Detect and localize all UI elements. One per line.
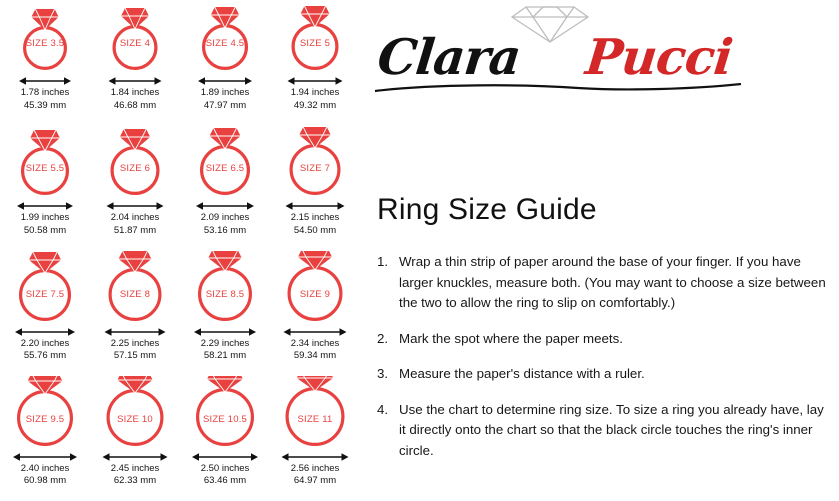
measure-mm: 54.50 mm: [293, 224, 337, 236]
diameter-arrow: [270, 199, 360, 211]
step-number: 1.: [377, 254, 389, 269]
measure-inches: 2.20 inches: [20, 337, 70, 349]
measure-mm: 62.33 mm: [113, 475, 157, 487]
measure-mm: 50.58 mm: [23, 224, 67, 236]
page-title: Ring Size Guide: [377, 193, 597, 226]
measure-mm: 47.97 mm: [203, 99, 247, 111]
list-item: [377, 400, 829, 462]
ring-size-label: SIZE 10.5: [202, 413, 248, 425]
diameter-arrow: [180, 74, 270, 86]
step-text: Mark the spot where the paper meets.: [399, 330, 623, 346]
diameter-arrow: [90, 74, 180, 86]
diameter-arrow: [90, 199, 180, 211]
measure-inches: 2.45 inches: [110, 462, 160, 474]
measure-mm: 45.39 mm: [23, 99, 67, 111]
diameter-arrow: [180, 199, 270, 211]
ring-illustration: [90, 376, 180, 450]
chart-cell: [90, 376, 180, 501]
ring-size-label: SIZE 5.5: [25, 163, 65, 175]
ring-illustration: [180, 0, 270, 74]
brand-logo: [367, 0, 839, 108]
chart-cell: [0, 125, 90, 250]
ring-illustration: [0, 125, 90, 199]
chart-cell: [0, 0, 90, 125]
ring-size-chart: [0, 0, 360, 501]
measure-mm: 57.15 mm: [113, 350, 157, 361]
ring-illustration: [90, 0, 180, 74]
brand-name-first: Clara: [374, 28, 523, 86]
measure-mm: 59.34 mm: [293, 350, 337, 361]
chart-cell: [180, 0, 270, 125]
measure-mm: 53.16 mm: [203, 224, 247, 236]
diameter-arrow: [0, 74, 90, 86]
instruction-list: [377, 252, 829, 476]
step-text: Wrap a thin strip of paper around the base of your finger. If you have larger knuckles, measure both. (You may want to choose a size between the two to allow the ring to slip on comfortably.): [399, 254, 826, 310]
ring-size-label: SIZE 11: [297, 413, 333, 425]
diameter-arrow: [0, 199, 90, 211]
table-row: [0, 125, 360, 250]
ring-size-label: SIZE 4.5: [205, 38, 245, 49]
ring-size-label: SIZE 6.5: [205, 163, 245, 175]
measure-inches: 1.99 inches: [20, 212, 70, 224]
diameter-arrow: [0, 450, 90, 462]
diameter-arrow: [270, 325, 360, 337]
table-row: [0, 251, 360, 376]
measure-inches: 2.25 inches: [110, 337, 160, 349]
list-item: [377, 329, 829, 350]
list-item: [377, 364, 829, 385]
measure-inches: 2.15 inches: [290, 212, 340, 224]
ring-illustration: [270, 251, 360, 325]
ring-illustration: [180, 125, 270, 199]
ring-illustration: [0, 0, 90, 74]
diameter-arrow: [0, 325, 90, 337]
ring-illustration: [90, 125, 180, 199]
ring-size-label: SIZE 8.5: [205, 288, 245, 300]
ring-size-label: SIZE 7.5: [25, 288, 65, 300]
diameter-arrow: [270, 450, 360, 462]
ring-size-label: SIZE 6: [119, 163, 151, 175]
ring-illustration: [0, 376, 90, 450]
chart-cell: [270, 376, 360, 501]
diameter-arrow: [180, 450, 270, 462]
ring-illustration: [180, 376, 270, 450]
guide-panel: [367, 0, 839, 501]
step-text: Use the chart to determine ring size. To size a ring you already have, lay it directly onto the chart so that the black circle touches the ring's inner circle.: [399, 401, 824, 458]
ring-illustration: [180, 251, 270, 325]
chart-cell: [90, 125, 180, 250]
ring-size-label: SIZE 3.5: [25, 38, 65, 49]
measure-inches: 2.40 inches: [20, 462, 70, 474]
ring-size-label: SIZE 9.5: [25, 413, 65, 425]
logo-underline: [373, 80, 745, 90]
chart-cell: [90, 251, 180, 376]
chart-cell: [0, 251, 90, 376]
ring-illustration: [0, 251, 90, 325]
ring-illustration: [270, 376, 360, 450]
chart-cell: [270, 125, 360, 250]
measure-inches: 1.89 inches: [200, 87, 250, 98]
measure-mm: 49.32 mm: [293, 99, 337, 111]
step-number: 2.: [377, 330, 389, 346]
measure-inches: 2.04 inches: [110, 212, 160, 224]
measure-mm: 51.87 mm: [113, 224, 157, 236]
diameter-arrow: [90, 450, 180, 462]
measure-inches: 1.94 inches: [290, 87, 340, 98]
measure-inches: 2.50 inches: [200, 462, 250, 474]
measure-mm: 46.68 mm: [113, 99, 157, 111]
measure-mm: 63.46 mm: [203, 475, 247, 487]
list-item: [377, 252, 829, 314]
table-row: [0, 0, 360, 125]
measure-mm: 58.21 mm: [203, 350, 247, 361]
ring-illustration: [270, 0, 360, 74]
measure-inches: 2.09 inches: [200, 212, 250, 224]
chart-cell: [180, 376, 270, 501]
step-number: 3.: [377, 366, 389, 381]
step-number: 4.: [377, 401, 389, 417]
chart-cell: [180, 251, 270, 376]
ring-size-label: SIZE 4: [119, 38, 151, 49]
ring-size-label: SIZE 9: [299, 288, 331, 300]
diameter-arrow: [270, 74, 360, 86]
measure-inches: 1.84 inches: [110, 87, 160, 98]
ring-size-label: SIZE 7: [299, 163, 331, 175]
measure-inches: 2.29 inches: [200, 337, 250, 349]
ring-illustration: [90, 251, 180, 325]
measure-mm: 64.97 mm: [293, 475, 337, 487]
step-text: Measure the paper's distance with a ruler.: [399, 366, 645, 381]
chart-cell: [0, 376, 90, 501]
ring-size-label: SIZE 5: [299, 38, 331, 49]
measure-mm: 55.76 mm: [23, 350, 67, 361]
measure-inches: 2.34 inches: [290, 337, 340, 349]
ring-size-label: SIZE 8: [119, 288, 151, 300]
measure-inches: 1.78 inches: [20, 87, 70, 98]
ring-illustration: [270, 125, 360, 199]
brand-name-second: Pucci: [582, 28, 735, 86]
table-row: [0, 376, 360, 501]
ring-size-label: SIZE 10: [117, 413, 153, 425]
diameter-arrow: [180, 325, 270, 337]
chart-cell: [270, 251, 360, 376]
diameter-arrow: [90, 325, 180, 337]
chart-cell: [270, 0, 360, 125]
measure-inches: 2.56 inches: [290, 462, 340, 474]
chart-cell: [180, 125, 270, 250]
chart-cell: [90, 0, 180, 125]
measure-mm: 60.98 mm: [23, 475, 67, 487]
